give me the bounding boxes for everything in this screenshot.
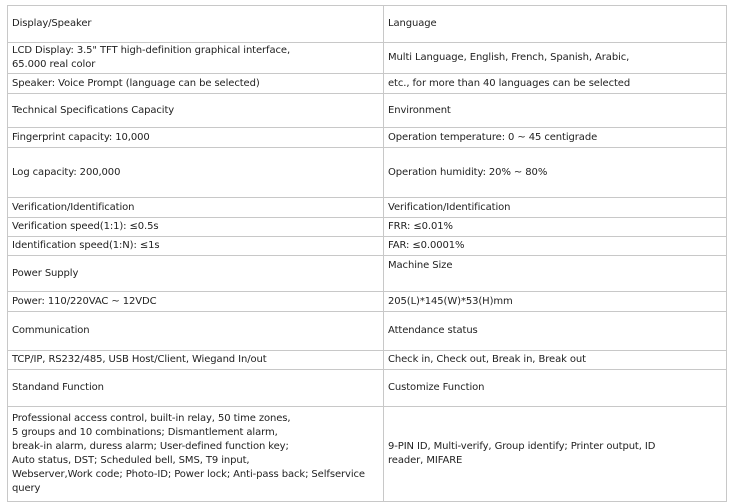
spec-cell-left: TCP/IP, RS232/485, USB Host/Client, Wiegand In/out: [8, 351, 384, 370]
spec-cell-left: Verification speed(1:1): ≤0.5s: [8, 218, 384, 237]
spec-cell-left: Log capacity: 200,000: [8, 148, 384, 198]
spec-row: [8, 74, 727, 94]
spec-row: [8, 218, 727, 237]
spec-cell-left: Professional access control, built-in relay, 50 time zones, 5 groups and 10 combinations; Dismantlement alarm, break-in alarm, duress alarm; User-defined function key; Auto status, DST; Scheduled bell, SMS, T9 input, Webserver,Work code; Photo-ID; Power lock; Anti-pass back; Selfservice query: [8, 407, 384, 502]
spec-cell-left: Power Supply: [8, 256, 384, 292]
spec-row: [8, 407, 727, 502]
spec-cell-left: Fingerprint capacity: 10,000: [8, 128, 384, 148]
spec-cell-right: 9-PIN ID, Multi-verify, Group identify; Printer output, ID reader, MIFARE: [384, 407, 727, 502]
spec-cell-right: 205(L)*145(W)*53(H)mm: [384, 292, 727, 312]
spec-row: [8, 256, 727, 292]
spec-cell-left: Power: 110/220VAC ~ 12VDC: [8, 292, 384, 312]
spec-cell-right: Check in, Check out, Break in, Break out: [384, 351, 727, 370]
spec-row: [8, 43, 727, 74]
spec-cell-right: Verification/Identification: [384, 198, 727, 218]
spec-cell-right: Multi Language, English, French, Spanish, Arabic,: [384, 43, 727, 74]
spec-cell-right: FRR: ≤0.01%: [384, 218, 727, 237]
spec-row: [8, 292, 727, 312]
spec-cell-right: Attendance status: [384, 312, 727, 351]
spec-row: [8, 94, 727, 128]
spec-cell-left: Standand Function: [8, 370, 384, 407]
spec-cell-right: Machine Size: [384, 256, 727, 292]
spec-row: [8, 198, 727, 218]
spec-cell-left: Communication: [8, 312, 384, 351]
spec-row: [8, 128, 727, 148]
spec-cell-right: Customize Function: [384, 370, 727, 407]
spec-row: [8, 237, 727, 256]
spec-cell-left: Technical Specifications Capacity: [8, 94, 384, 128]
spec-cell-left: Verification/Identification: [8, 198, 384, 218]
spec-cell-left: Display/Speaker: [8, 6, 384, 43]
spec-row: [8, 6, 727, 43]
spec-cell-right: Environment: [384, 94, 727, 128]
spec-cell-right: Operation temperature: 0 ~ 45 centigrade: [384, 128, 727, 148]
spec-row: [8, 351, 727, 370]
spec-cell-right: Operation humidity: 20% ~ 80%: [384, 148, 727, 198]
spec-row: [8, 312, 727, 351]
specifications-table-body: [8, 6, 727, 502]
spec-cell-left: Speaker: Voice Prompt (language can be selected): [8, 74, 384, 94]
spec-row: [8, 148, 727, 198]
spec-cell-left: LCD Display: 3.5" TFT high-definition graphical interface, 65.000 real color: [8, 43, 384, 74]
spec-row: [8, 370, 727, 407]
spec-cell-right: etc., for more than 40 languages can be selected: [384, 74, 727, 94]
spec-cell-left: Identification speed(1:N): ≤1s: [8, 237, 384, 256]
specifications-table: [7, 5, 727, 502]
spec-cell-right: Language: [384, 6, 727, 43]
spec-cell-right: FAR: ≤0.0001%: [384, 237, 727, 256]
